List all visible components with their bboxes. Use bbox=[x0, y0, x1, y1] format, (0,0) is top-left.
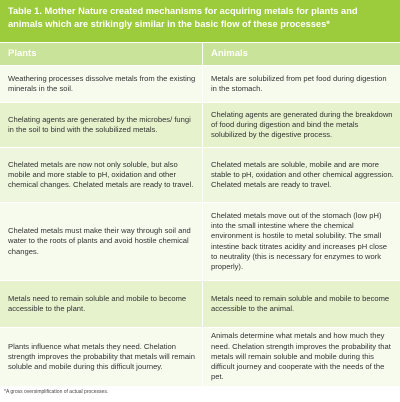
table-row bbox=[0, 202, 400, 280]
table-row bbox=[0, 280, 400, 327]
plants-cell: Chelating agents are generated by the microbes/ fungi in the soil to bind with the solubilized metals. bbox=[0, 103, 203, 147]
animals-cell: Chelated metals are soluble, mobile and are more stable to pH, oxidation and other chemical aggression. Chelated metals are ready to travel. bbox=[211, 159, 394, 190]
table-row bbox=[0, 65, 400, 102]
table-row bbox=[0, 147, 400, 202]
header-animals: Animals bbox=[211, 48, 248, 59]
animals-cell: Chelated metals move out of the stomach (low pH) into the small intestine where the chemical environment is hostile to metal solubility. The small intestine back titrates acidity and increases pH close to neutrality (this is necessary for enzymes to work properly). bbox=[211, 210, 388, 271]
table-header-row bbox=[0, 42, 400, 65]
animals-cell: Animals determine what metals and how much they need. Chelation strength improves the probability that metals will remain soluble and mobile during this difficult journey and cooperate with the needs of the pet. bbox=[211, 331, 391, 382]
plants-cell: Chelated metals are now not only soluble, but also mobile and more stable to pH, oxidation and other chemical changes. Chelated metals are ready to travel. bbox=[0, 148, 203, 202]
header-plants: Plants bbox=[0, 43, 203, 65]
animals-cell: Chelating agents are generated during the breakdown of food during digestion and bind the metals solubilized by the digestive process. bbox=[211, 109, 393, 140]
plants-cell: Plants influence what metals they need. Chelation strength improves the probability that metals will remain soluble and mobile during this difficult journey. bbox=[0, 328, 203, 386]
table-row bbox=[0, 327, 400, 386]
plants-cell: Metals need to remain soluble and mobile to become accessible to the plant. bbox=[0, 281, 203, 327]
animals-cell: Metals need to remain soluble and mobile to become accessible to the animal. bbox=[211, 293, 390, 313]
plants-cell: Chelated metals must make their way through soil and water to the roots of plants and avoid hostile chemical changes. bbox=[0, 203, 203, 280]
animals-cell: Metals are solubilized from pet food during digestion in the stomach. bbox=[211, 73, 387, 93]
table-footnote: *A gross oversimplification of actual processes. bbox=[4, 389, 109, 395]
table-title: Table 1. Mother Nature created mechanisms for acquiring metals for plants and animals which are strikingly similar in the basic flow of these processes* bbox=[0, 0, 400, 42]
plants-cell: Weathering processes dissolve metals from the existing minerals in the soil. bbox=[0, 66, 203, 102]
table-row bbox=[0, 102, 400, 147]
